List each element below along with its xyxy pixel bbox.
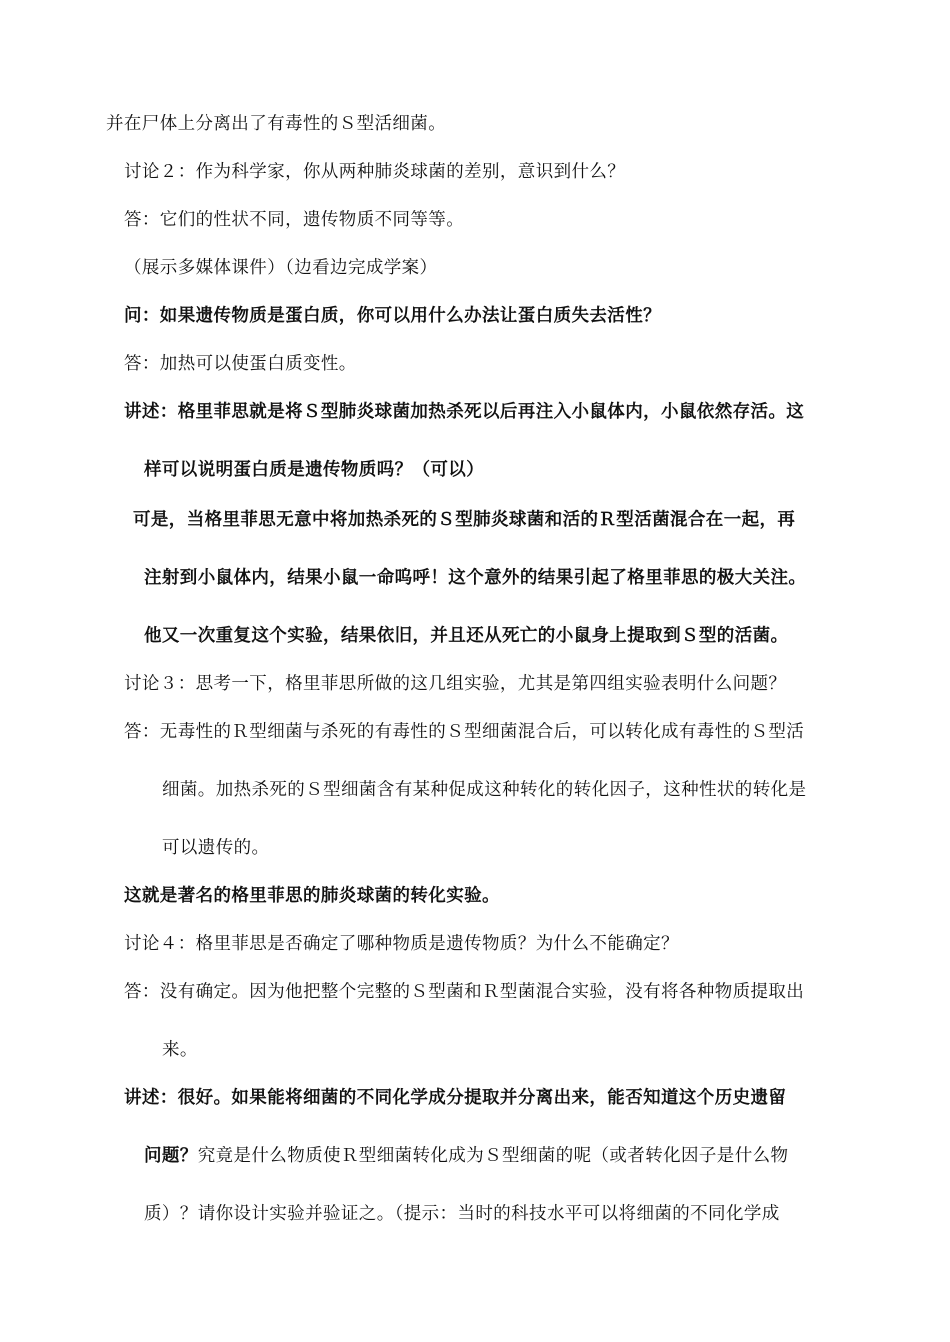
text-line-1: 并在尸体上分离出了有毒性的Ｓ型活细菌。 xyxy=(106,114,447,134)
question-protein: 问：如果遗传物质是蛋白质，你可以用什么办法让蛋白质失去活性？ xyxy=(124,306,661,326)
narration-1-line-2: 样可以说明蛋白质是遗传物质吗？（可以） xyxy=(144,460,485,480)
narration-2-line-3: 他又一次重复这个实验，结果依旧，并且还从死亡的小鼠身上提取到Ｓ型的活菌。 xyxy=(144,626,789,646)
discussion-4-question: 讨论４：格里菲思是否确定了哪种物质是遗传物质？为什么不能确定？ xyxy=(124,934,679,954)
discussion-3-question: 讨论３：思考一下，格里菲思所做的这几组实验，尤其是第四组实验表明什么问题？ xyxy=(124,674,787,694)
narration-3-line-2 xyxy=(144,1144,788,1168)
narration-3-line-1: 讲述：很好。如果能将细菌的不同化学成分提取并分离出来，能否知道这个历史遗留 xyxy=(124,1088,787,1108)
narration-2-line-2: 注射到小鼠体内，结果小鼠一命呜呼！这个意外的结果引起了格里菲思的极大关注。 xyxy=(144,568,807,588)
discussion-2-answer: 答：它们的性状不同，遗传物质不同等等。 xyxy=(124,210,465,230)
narration-3-line-3: 质）？请你设计实验并验证之。（提示：当时的科技水平可以将细菌的不同化学成 xyxy=(144,1204,780,1224)
experiment-name: 这就是著名的格里菲思的肺炎球菌的转化实验。 xyxy=(124,886,500,906)
multimedia-note: （展示多媒体课件）（边看边完成学案） xyxy=(124,258,438,278)
discussion-4-answer-line-2: 来。 xyxy=(162,1040,198,1060)
discussion-3-answer-line-2: 细菌。加热杀死的Ｓ型细菌含有某种促成这种转化的转化因子，这种性状的转化是 xyxy=(162,780,807,800)
discussion-3-answer-line-1: 答：无毒性的Ｒ型细菌与杀死的有毒性的Ｓ型细菌混合后，可以转化成有毒性的Ｓ型活 xyxy=(124,722,805,742)
narration-3-line-2-rest: 究竟是什么物质使Ｒ型细菌转化成为Ｓ型细菌的呢（或者转化因子是什么物 xyxy=(197,1146,789,1166)
discussion-3-answer-line-3: 可以遗传的。 xyxy=(162,838,270,858)
narration-2-line-1: 可是，当格里菲思无意中将加热杀死的Ｓ型肺炎球菌和活的Ｒ型活菌混合在一起，再 xyxy=(133,510,796,530)
discussion-2-question: 讨论２：作为科学家，你从两种肺炎球菌的差别，意识到什么？ xyxy=(124,162,626,182)
discussion-4-answer-line-1: 答：没有确定。因为他把整个完整的Ｓ型菌和Ｒ型菌混合实验，没有将各种物质提取出 xyxy=(124,982,805,1002)
narration-3-line-2-bold: 问题？ xyxy=(144,1146,198,1166)
answer-protein: 答：加热可以使蛋白质变性。 xyxy=(124,354,357,374)
narration-1-line-1: 讲述：格里菲思就是将Ｓ型肺炎球菌加热杀死以后再注入小鼠体内，小鼠依然存活。这 xyxy=(124,402,805,422)
